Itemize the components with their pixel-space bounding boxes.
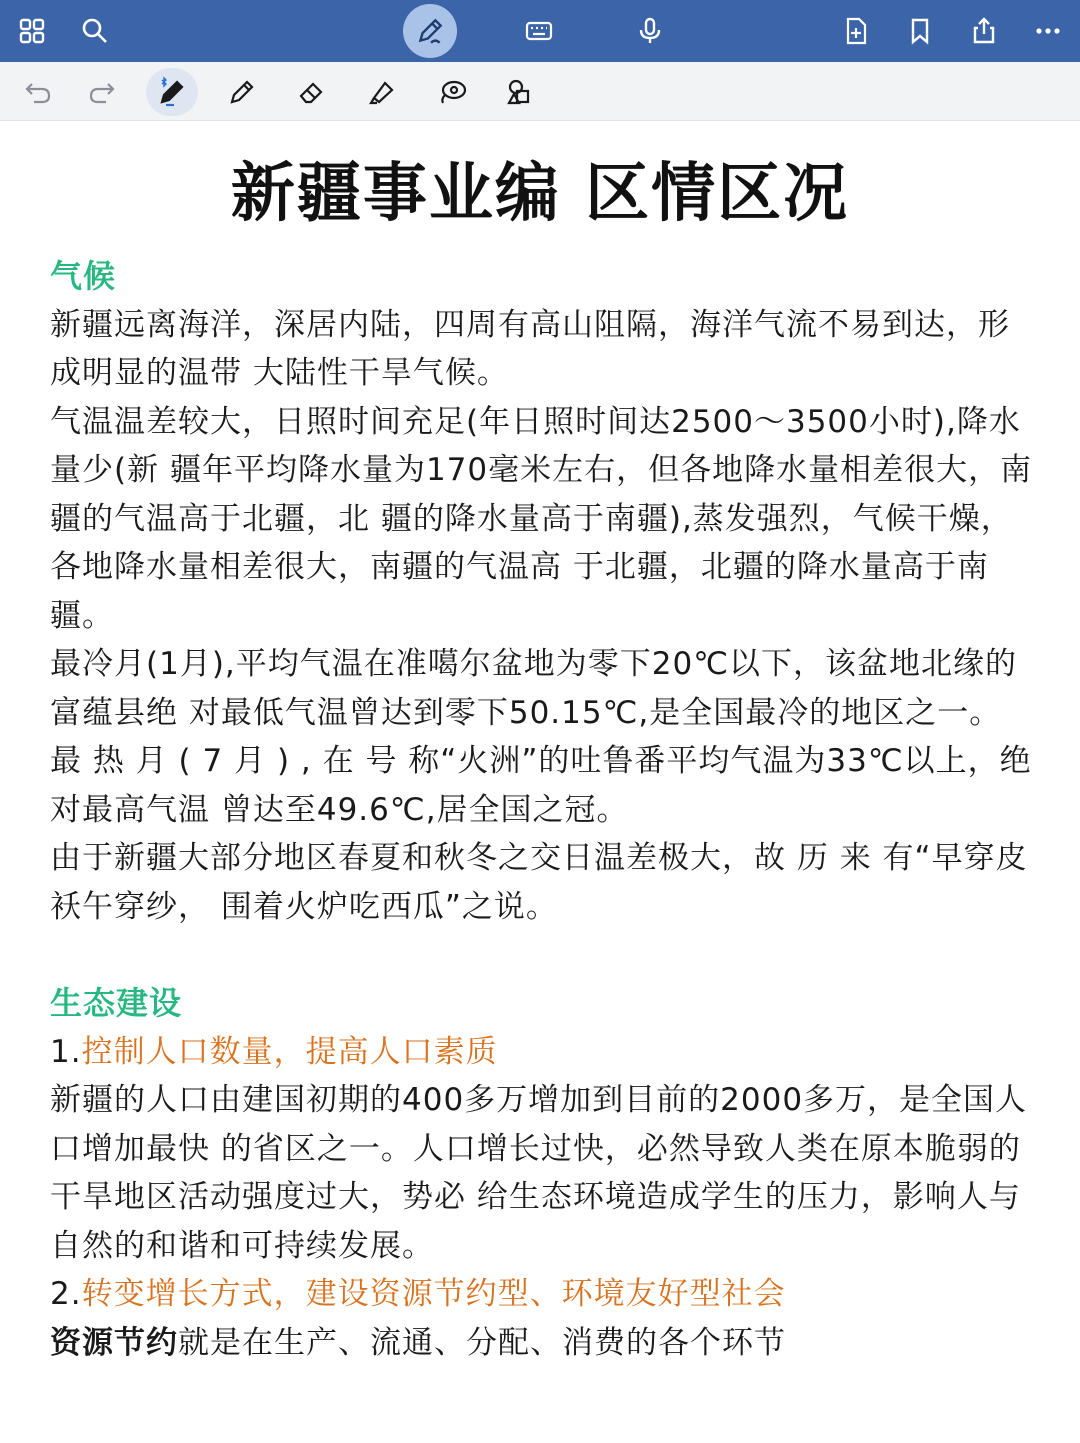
share-icon[interactable] bbox=[961, 8, 1007, 54]
numbered-subheading bbox=[50, 1028, 1040, 1077]
subheading-text: 转变增长方式，建设资源节约型、环境友好型社会 bbox=[81, 1276, 786, 1312]
paragraph-text: 就是在生产、流通、分配、消费的各个环节 bbox=[178, 1324, 786, 1361]
paragraph: 最冷月(1月),平均气温在准噶尔盆地为零下20℃以下，该盆地北缘的富蕴县绝 对最低气温曾达到零下50.15℃,是全国最冷的地区之一。 bbox=[50, 646, 1018, 731]
microphone-icon[interactable] bbox=[627, 8, 673, 54]
page-title: 新疆事业编 区情区况 bbox=[230, 157, 850, 231]
grid-icon[interactable] bbox=[9, 8, 55, 54]
numbered-subheading bbox=[50, 1270, 1040, 1319]
keyboard-icon[interactable] bbox=[516, 8, 562, 54]
undo-icon[interactable] bbox=[16, 70, 60, 114]
eraser-icon[interactable] bbox=[290, 70, 334, 114]
document-body bbox=[50, 252, 1040, 1367]
paragraph: 新疆远离海洋，深居内陆，四周有高山阻隔，海洋气流不易到达，形成明显的温带 大陆性干旱气候。 bbox=[50, 306, 1010, 391]
redo-icon[interactable] bbox=[80, 70, 124, 114]
paragraph: 最 热 月 ( 7 月 ) , 在 号 称“火洲”的吐鲁番平均气温为33℃以上，绝对最高气温 曾达至49.6℃,居全国之冠。 bbox=[50, 743, 1032, 828]
item-number: 1. bbox=[50, 1033, 82, 1070]
item-number: 2. bbox=[50, 1276, 82, 1312]
bluetooth-pen-icon[interactable] bbox=[150, 70, 194, 114]
bold-term: 资源节约 bbox=[50, 1324, 178, 1361]
add-page-icon[interactable] bbox=[833, 8, 879, 54]
paragraph: 新疆的人口由建国初期的400多万增加到目前的2000多万，是全国人口增加最快 的省区之一。人口增长过快，必然导致人类在原本脆弱的干旱地区活动强度过大，势必 给生态环境造成学生的压力，影响人与自然的和谐和可持续发展。 bbox=[50, 1082, 1028, 1264]
more-icon[interactable] bbox=[1025, 8, 1071, 54]
pen-mode-icon[interactable] bbox=[403, 4, 457, 58]
drawing-toolbar bbox=[0, 62, 1080, 121]
bookmark-icon[interactable] bbox=[897, 8, 943, 54]
top-app-bar bbox=[0, 0, 1080, 62]
paragraph: 气温温差较大，日照时间充足(年日照时间达2500～3500小时),降水量少(新 疆年平均降水量为170毫米左右，但各地降水量相差很大，南疆的气温高于北疆，北 疆的降水量高于南疆),蒸发强烈，气候干燥，各地降水量相差很大，南疆的气温高 于北疆，北疆的降水量高于南疆。 bbox=[50, 403, 1033, 634]
subheading-text: 控制人口数量，提高人口素质 bbox=[81, 1033, 498, 1070]
highlighter-icon[interactable] bbox=[360, 70, 404, 114]
lasso-icon[interactable] bbox=[430, 70, 474, 114]
pencil-icon[interactable] bbox=[220, 70, 264, 114]
spacer bbox=[50, 931, 1040, 979]
section-heading-climate: 气候 bbox=[50, 257, 117, 295]
section-heading-ecology: 生态建设 bbox=[50, 984, 183, 1022]
paragraph: 由于新疆大部分地区春夏和秋冬之交日温差极大，故 历 来 有“早穿皮袄午穿纱， 围着火炉吃西瓜”之说。 bbox=[50, 840, 1028, 925]
paragraph bbox=[50, 1319, 1040, 1368]
search-icon[interactable] bbox=[72, 8, 118, 54]
shapes-icon[interactable] bbox=[498, 70, 542, 114]
